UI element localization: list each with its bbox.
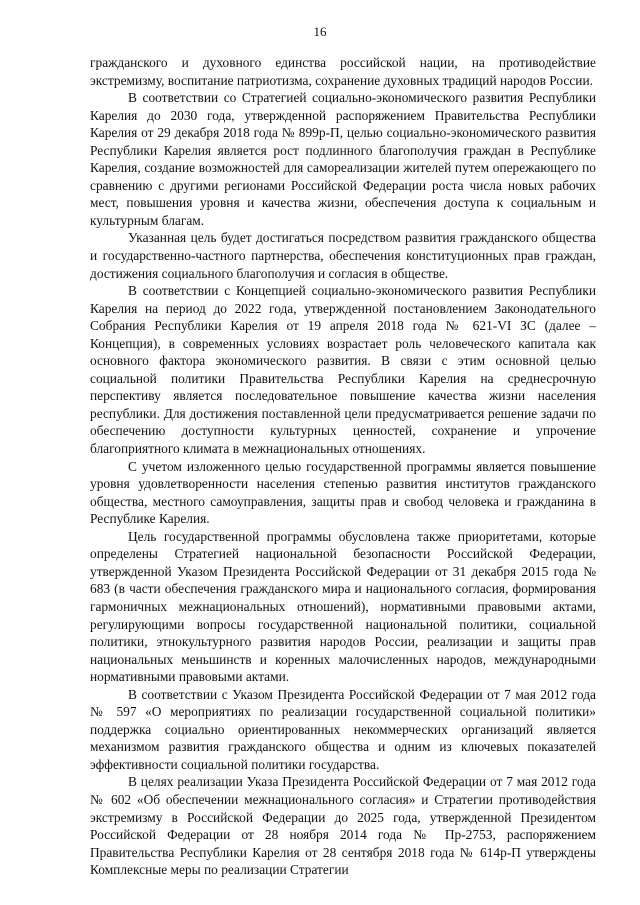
paragraph: Цель государственной программы обусловлена также приоритетами, которые определены Стратегией национальной безопасности Российской Федерации, утвержденной Указом Президента Российской Федерации от 31 декабря 2015 года № 683 (в части обеспечения гражданского мира и национального согласия, формирования гармоничных межнациональных отношений), нормативными правовыми актами, регулирующими вопросы государственной национальной политики, социальной политики, этнокультурного развития народов России, реализации и защиты прав национальных меньшинств и коренных малочисленных народов, международными нормативными правовыми актами. xyxy=(90,528,596,685)
paragraph: В соответствии с Указом Президента Российской Федерации от 7 мая 2012 года № 597 «О мероприятиях по реализации государственной социальной политики» поддержка социально ориентированных некоммерческих организаций является механизмом развития гражданского общества и одним из ключевых показателей эффективности социальной политики государства. xyxy=(90,686,596,772)
page-number: 16 xyxy=(313,24,327,39)
paragraph: В соответствии с Концепцией социально-экономического развития Республики Карелия на период до 2022 года, утвержденной постановлением Законодательного Собрания Республики Карелия от 19 апреля 2018 года № 621-VI ЗС (далее – Концепция), в современных условиях возрастает роль человеческого капитала как основного фактора экономического развития. В связи с этим основной целью социальной политики Правительства Республики Карелия на среднесрочную перспективу является последовательное повышение качества жизни населения республики. Для достижения поставленной цели предусматривается решение задачи по обеспечению доступности культурных ценностей, сохранение и упрочение благоприятного климата в межнациональных отношениях. xyxy=(90,283,596,457)
paragraph: Указанная цель будет достигаться посредством развития гражданского общества и государственно-частного партнерства, обеспечения конституционных прав граждан, достижения социального благополучия и согласия в обществе. xyxy=(90,230,596,281)
paragraph: В соответствии со Стратегией социально-экономического развития Республики Карелия до 2030 года, утвержденной распоряжением Правительства Республики Карелия от 29 декабря 2018 года № 899р-П, целью социально-экономического развития Республики Карелия является рост подлинного благополучия граждан в Республике Карелия, создание возможностей для самореализации жителей путем опережающего по сравнению с другими регионами Российской Федерации роста числа новых рабочих мест, повышения уровня и качества жизни, обеспечения доступа к социальным и культурным благам. xyxy=(90,90,596,228)
paragraph: С учетом изложенного целью государственной программы является повышение уровня удовлетворенности населения степенью развития институтов гражданского общества, местного самоуправления, защиты прав и свобод человека и гражданина в Республике Карелия. xyxy=(90,458,596,527)
paragraph: В целях реализации Указа Президента Российской Федерации от 7 мая 2012 года № 602 «Об обеспечении межнационального согласия» и Стратегии противодействия экстремизму в Российской Федерации до 2025 года, утвержденной Президентом Российской Федерации от 28 ноября 2014 года № Пр-2753, распоряжением Правительства Республики Карелия от 28 сентября 2018 года № 614р-П утверждены Комплексные меры по реализации Стратегии xyxy=(90,774,596,878)
document-body xyxy=(90,54,596,879)
paragraph: гражданского и духовного единства российской нации, на противодействие экстремизму, воспитание патриотизма, сохранение духовных традиций народов России. xyxy=(90,55,596,88)
